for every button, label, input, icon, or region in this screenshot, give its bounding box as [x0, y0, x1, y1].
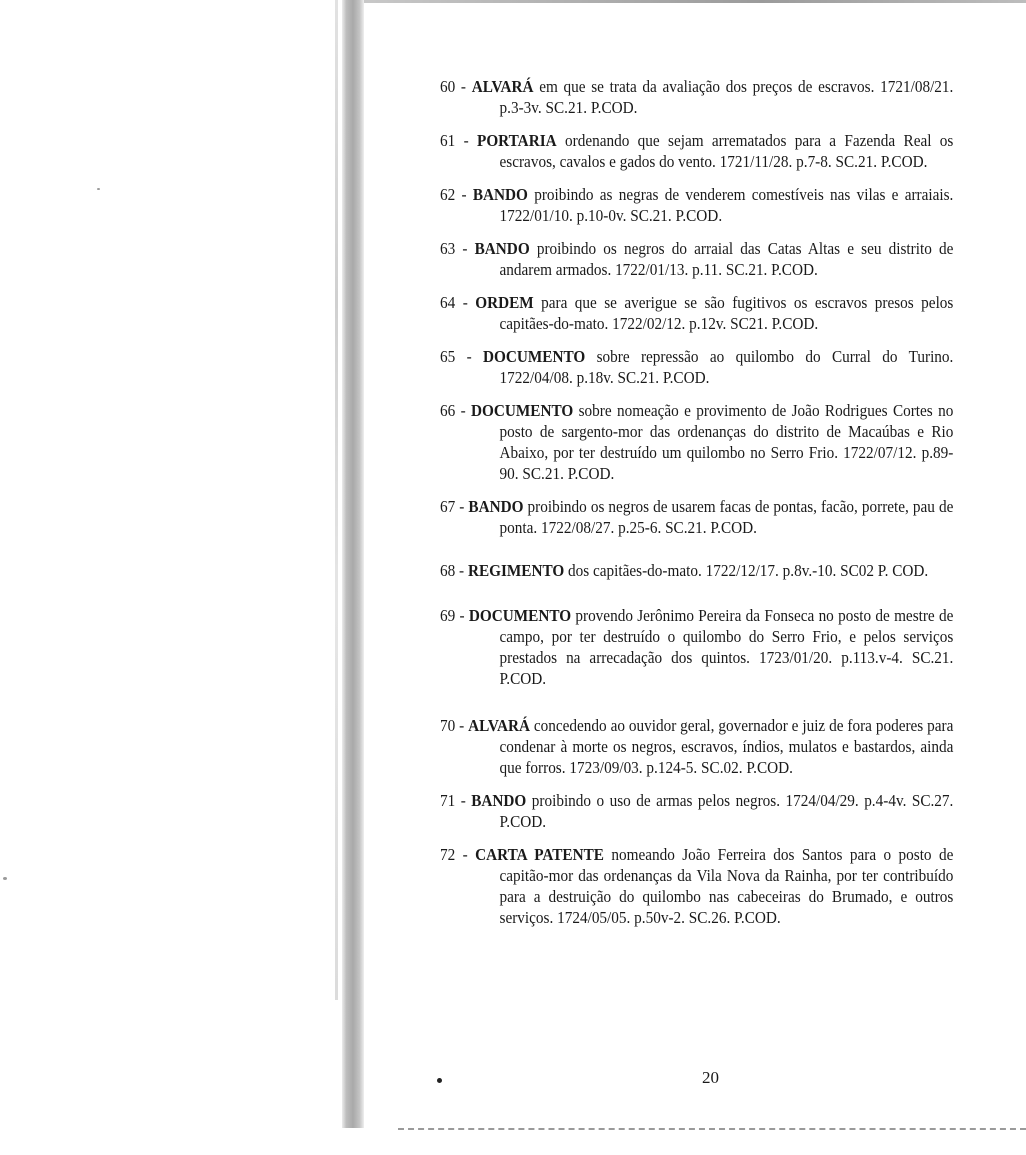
entry-text: concedendo ao ouvidor geral, governador e juiz de fora poderes para condenar à morte os negros, escravos, índios, mulatos e bastardos, ainda que forros. 1723/09/03. p.124-5. SC.02. P.COD. — [499, 716, 954, 777]
scan-speck — [97, 188, 100, 190]
entry-66 — [440, 400, 953, 484]
entry-text: para que se averigue se são fugitivos os escravos presos pelos capitães-do-mato. 1722/02/12. p.12v. SC21. P.COD. — [499, 293, 954, 333]
entry-number: 70 - — [440, 716, 469, 735]
entry-text: proibindo os negros de usarem facas de pontas, facão, porrete, pau de ponta. 1722/08/27. p.25-6. SC.21. P.COD. — [499, 497, 954, 537]
entry-number: 62 - — [440, 185, 473, 204]
entry-number: 61 - — [440, 131, 478, 150]
entry-text: provendo Jerônimo Pereira da Fonseca no posto de mestre de campo, por ter destruído o quilombo do Serro Frio, e pelos serviços prestados na arrecadação dos quintos. 1723/01/20. p.113.v-4. SC.21. P.COD. — [499, 606, 954, 688]
entry-number: 66 - — [440, 401, 472, 420]
top-edge — [364, 0, 1026, 3]
entry-number: 68 - — [440, 561, 468, 580]
entry-keyword: ALVARÁ — [471, 77, 534, 96]
entry-text: sobre nomeação e provimento de João Rodrigues Cortes no posto de sargento-mor das ordenanças do distrito de Macaúbas e Rio Abaixo, por ter destruído um quilombo no Serro Frio. 1722/07/12. p.89-90. SC.21. P.COD. — [499, 401, 954, 483]
entry-keyword: PORTARIA — [477, 131, 557, 150]
entry-keyword: ALVARÁ — [468, 716, 530, 735]
entry-keyword: REGIMENTO — [467, 561, 565, 580]
entry-keyword: BANDO — [468, 497, 524, 516]
entry-keyword: BANDO — [474, 239, 530, 258]
entry-63 — [440, 238, 953, 280]
entry-keyword: DOCUMENTO — [471, 401, 574, 420]
entry-list — [440, 76, 953, 940]
entry-72 — [440, 844, 953, 928]
book-binding — [342, 0, 364, 1128]
entry-number: 69 - — [440, 606, 469, 625]
entry-68 — [440, 560, 953, 581]
entry-67 — [440, 496, 953, 538]
entry-62 — [440, 184, 953, 226]
entry-text: nomeando João Ferreira dos Santos para o posto de capitão-mor das ordenanças da Vila Nova da Rainha, por ter contribuído para a destruição do quilombo nas cabeceiras do Brumado, e outros serviços. 1724/05/05. p.50v-2. SC.26. P.COD. — [499, 845, 954, 927]
entry-keyword: BANDO — [471, 791, 527, 810]
entry-keyword: DOCUMENTO — [468, 606, 572, 625]
page-edge-shadow — [335, 0, 338, 1000]
entry-number: 63 - — [440, 239, 475, 258]
entry-number: 72 - — [440, 845, 476, 864]
entry-number: 65 - — [440, 347, 484, 366]
entry-64 — [440, 292, 953, 334]
entry-number: 64 - — [440, 293, 476, 312]
bottom-edge — [398, 1128, 1026, 1130]
entry-text: proibindo os negros do arraial das Catas Altas e seu distrito de andarem armados. 1722/01/13. p.11. SC.21. P.COD. — [499, 239, 954, 279]
scan-speck — [3, 877, 7, 880]
entry-number: 71 - — [440, 791, 472, 810]
entry-65 — [440, 346, 953, 388]
entry-71 — [440, 790, 953, 832]
entry-number: 67 - — [440, 497, 469, 516]
entry-text: proibindo as negras de venderem comestíveis nas vilas e arraiais. 1722/01/10. p.10-0v. SC.21. P.COD. — [499, 185, 954, 225]
entry-number: 60 - — [440, 77, 472, 96]
page-number: 20 — [702, 1068, 719, 1087]
entry-keyword: CARTA PATENTE — [475, 845, 604, 864]
entry-text: dos capitães-do-mato. 1722/12/17. p.8v.-10. SC02 P. COD. — [564, 561, 929, 580]
entry-text: proibindo o uso de armas pelos negros. 1724/04/29. p.4-4v. SC.27. P.COD. — [499, 791, 954, 831]
entry-keyword: BANDO — [472, 185, 528, 204]
entry-69 — [440, 605, 953, 689]
entry-60 — [440, 76, 953, 118]
entry-61 — [440, 130, 953, 172]
footer-bullet — [437, 1078, 442, 1083]
entry-keyword: DOCUMENTO — [483, 347, 586, 366]
entry-70 — [440, 715, 953, 778]
entry-text: em que se trata da avaliação dos preços de escravos. 1721/08/21. p.3-3v. SC.21. P.COD. — [499, 77, 954, 117]
entry-text: ordenando que sejam arrematados para a Fazenda Real os escravos, cavalos e gados do vento. 1721/11/28. p.7-8. SC.21. P.COD. — [499, 131, 954, 171]
entry-keyword: ORDEM — [475, 293, 534, 312]
entry-text: sobre repressão ao quilombo do Curral do Turino. 1722/04/08. p.18v. SC.21. P.COD. — [499, 347, 954, 387]
